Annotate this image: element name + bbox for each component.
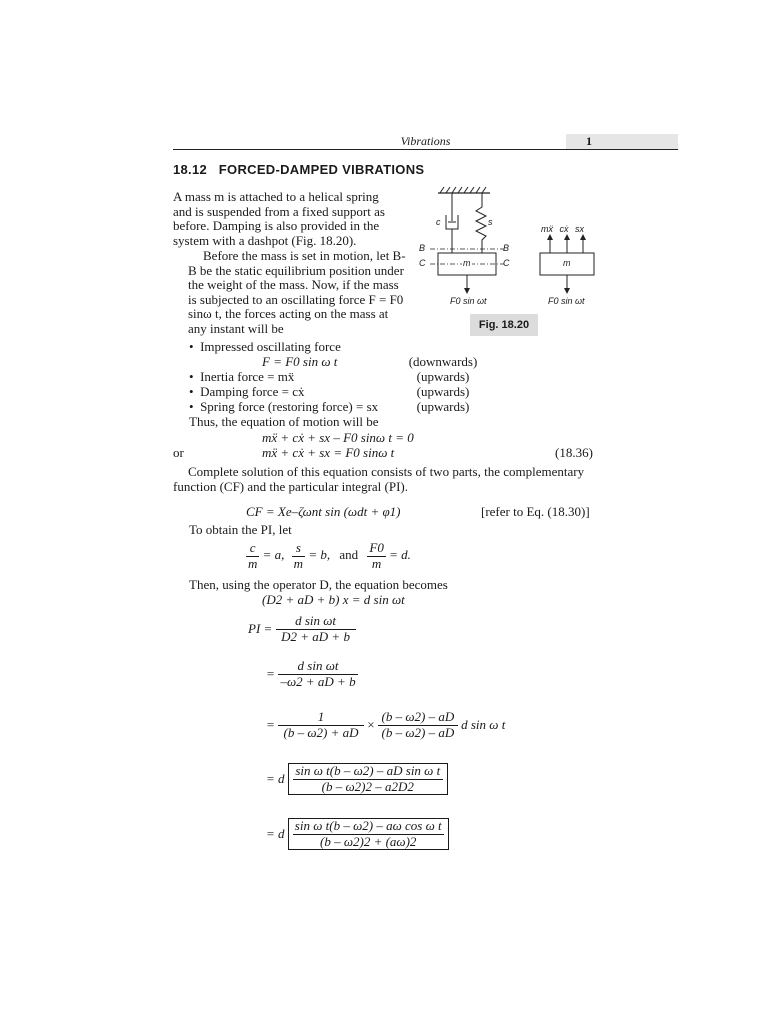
pi-fraction-1: $\frac{\text{d sin ωt}}{D2 + aD + b}$ bbox=[276, 614, 356, 644]
force-text: Inertia force = mẍ bbox=[200, 369, 295, 384]
ratio-c-over-m: $\frac{c}{m}$ bbox=[248, 540, 258, 571]
label-c: c bbox=[436, 217, 441, 227]
pi-step-3 bbox=[266, 710, 505, 740]
pi-step-3-tail: d sin ω t bbox=[461, 716, 506, 732]
label-s: s bbox=[488, 217, 493, 227]
section-number: 18.12 bbox=[173, 162, 208, 177]
force-item: • Spring force (restoring force) = sx bbox=[189, 399, 379, 414]
pi-fraction-2: $\frac{\text{d sin ωt}}{-\omega 2 + aD + b}$ bbox=[278, 659, 358, 689]
label-mass-left: m bbox=[463, 258, 471, 268]
pi-fraction-3b: $\frac{(b - \omega 2) - aD}{(b - \omega 2) - aD}$ bbox=[378, 710, 458, 740]
text-line: sinω t, the forces acting on the mass at bbox=[188, 306, 389, 321]
force-label-left: F0 sin ωt bbox=[450, 296, 487, 306]
operator-text: Then, using the operator D, the equation becomes bbox=[189, 577, 448, 592]
equals-sign: = bbox=[266, 665, 275, 681]
pi-step-5 bbox=[266, 818, 449, 850]
label-c-left: C bbox=[419, 258, 426, 268]
bracket bbox=[288, 818, 449, 850]
section-heading bbox=[173, 162, 424, 177]
ratio-definitions bbox=[246, 541, 411, 571]
text-line: any instant will be bbox=[188, 320, 284, 336]
page-number: 1 bbox=[586, 134, 592, 148]
label-mass-right: m bbox=[563, 258, 571, 268]
operator-equation: (D2 + aD + b) x = d sin ωt bbox=[262, 592, 405, 607]
force-text: Damping force = cẋ bbox=[200, 384, 305, 399]
or-word: or bbox=[173, 445, 184, 460]
spring bbox=[476, 193, 486, 253]
force-item: • Inertia force = mẍ bbox=[189, 369, 295, 384]
text-line: is subjected to an oscillating force F = F0 bbox=[188, 291, 404, 307]
force-direction: (upwards) bbox=[416, 384, 470, 399]
equilibrium-paragraph bbox=[173, 248, 406, 336]
ratio-a: = a, bbox=[262, 546, 285, 562]
force-text: Spring force (restoring force) = sx bbox=[200, 399, 379, 414]
force-eq: F = F0 sin ω t bbox=[262, 354, 338, 369]
solution-line-1: Complete solution of this equation consists of two parts, the complementary bbox=[188, 464, 585, 479]
text-line: the weight of the mass. Now, if the mass bbox=[188, 277, 399, 292]
pi-intro: To obtain the PI, let bbox=[189, 522, 292, 537]
force-text: Impressed oscillating force bbox=[200, 339, 341, 354]
ratio-f-over-m: $\frac{F0}{m}$ bbox=[369, 540, 384, 571]
text-line: B be the static equilibrium position under bbox=[188, 262, 404, 278]
pi-step-4 bbox=[266, 763, 448, 795]
text-line: A mass m is attached to a helical spring bbox=[173, 189, 379, 204]
force-direction: (upwards) bbox=[416, 399, 470, 414]
cf-equation: CF = Xe–ζωnt sin (ωdt + φ1) bbox=[246, 504, 401, 519]
force-direction: (upwards) bbox=[416, 369, 470, 384]
pi-step-1 bbox=[248, 614, 356, 644]
label-b-left: B bbox=[419, 243, 426, 253]
bracket bbox=[288, 763, 448, 795]
force-item: • Damping force = cẋ bbox=[189, 384, 305, 399]
equation-number: (18.36) bbox=[555, 445, 593, 460]
force-direction: (downwards) bbox=[408, 354, 478, 369]
ratio-d: = d. bbox=[389, 546, 411, 562]
ratio-s-over-m: $\frac{s}{m}$ bbox=[293, 540, 304, 571]
equation-1: mẍ + cẋ + sx – F0 sinω t = 0 bbox=[262, 430, 414, 445]
figure-caption: Fig. 18.20 bbox=[470, 314, 538, 336]
and-word: and bbox=[339, 546, 359, 562]
force-item: • Impressed oscillating force bbox=[189, 339, 341, 354]
pi-fraction-3a: $\frac{1}{(b - \omega 2) + aD}$ bbox=[278, 710, 364, 740]
header-rule bbox=[173, 149, 678, 150]
text-line: before. Damping is also provided in the bbox=[173, 218, 380, 233]
equals-sign: = bbox=[266, 716, 275, 732]
section-title: FORCED-DAMPED VIBRATIONS bbox=[218, 162, 425, 177]
force-label-right: F0 sin ωt bbox=[548, 296, 585, 306]
solution-line-2: function (CF) and the particular integral (PI). bbox=[173, 479, 409, 494]
motion-intro: Thus, the equation of motion will be bbox=[189, 414, 379, 429]
text-line: Before the mass is set in motion, let B- bbox=[203, 248, 406, 263]
pi-step-2 bbox=[266, 659, 358, 689]
text-line: and is suspended from a fixed support as bbox=[173, 203, 385, 219]
times-sign: × bbox=[367, 716, 375, 732]
running-header: Vibrations bbox=[400, 134, 451, 148]
ratio-b: = b, bbox=[308, 546, 331, 562]
equals-d: = d bbox=[266, 770, 285, 786]
intro-paragraph bbox=[173, 190, 401, 248]
equation-2: mẍ + cẋ + sx = F0 sinω t bbox=[262, 445, 395, 460]
text-line: system with a dashpot (Fig. 18.20). bbox=[173, 232, 357, 248]
equals-d: = d bbox=[266, 825, 285, 841]
pi-fraction-4: $\frac{\text{sin ω t(b – ω2) – aD sin ω t}}{(b - \omega 2)2 - a2D2}$ bbox=[293, 764, 443, 794]
label-c-right: C bbox=[503, 258, 510, 268]
free-body-forces: mẍ cẋ sx bbox=[541, 224, 584, 234]
cf-reference: [refer to Eq. (18.30)] bbox=[481, 504, 590, 519]
label-b-right: B bbox=[503, 243, 510, 253]
pi-fraction-5: $\frac{\text{sin ω t(b – ω2) – aω cos ω t}}{(b - \omega 2)2 + (a\omega)2}$ bbox=[294, 818, 442, 849]
pi-label: PI = bbox=[248, 620, 273, 636]
dashpot bbox=[446, 193, 458, 253]
